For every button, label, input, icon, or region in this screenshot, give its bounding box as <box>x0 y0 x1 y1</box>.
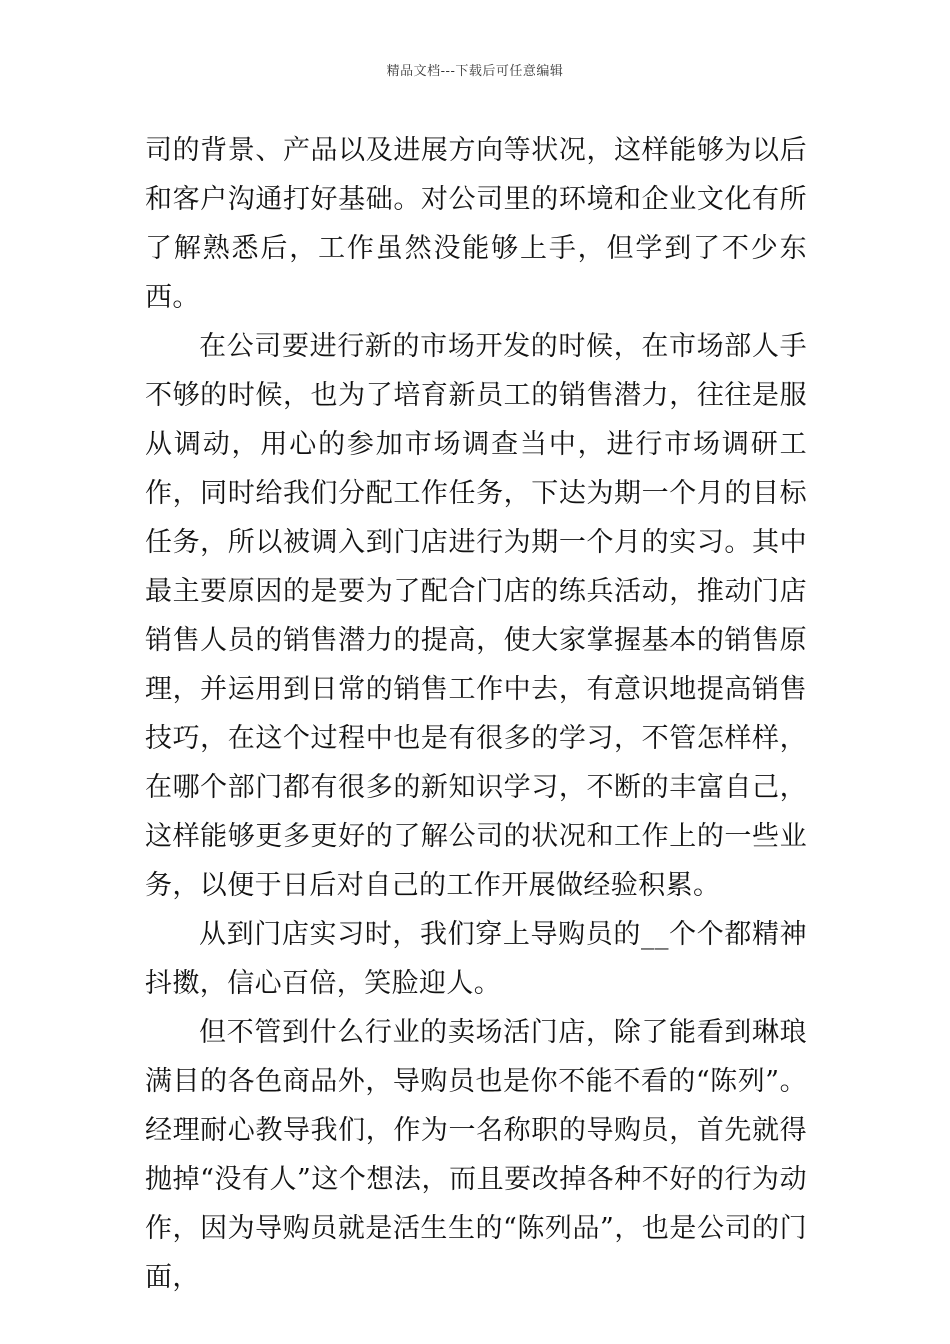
document-body <box>145 126 807 1302</box>
paragraph-store-internship: 从到门店实习时，我们穿上导购员的__个个都精神抖擞，信心百倍，笑脸迎人。 <box>145 919 807 999</box>
page-header: 精品文档---下载后可任意编辑 <box>386 64 564 79</box>
paragraph-market-development: 在公司要进行新的市场开发的时候，在市场部人手不够的时候，也为了培育新员工的销售潜力，往往是服从调动，用心的参加市场调查当中，进行市场调研工作，同时给我们分配工作任务，下达为期一个月的目标任务，所以被调入到门店进行为期一个月的实习。其中最主要原因的是要为了配合门店的练兵活动，推动门店销售人员的销售潜力的提高，使大家掌握基本的销售原理，并运用到日常的销售工作中去，有意识地提高销售技巧，在这个过程中也是有很多的学习，不管怎样样，在哪个部门都有很多的新知识学习，不断的丰富自己，这样能够更多更好的了解公司的状况和工作上的一些业务，以便于日后对自己的工作开展做经验积累。 <box>145 331 807 901</box>
paragraph-shopping-guide: 但不管到什么行业的卖场活门店，除了能看到琳琅满目的各色商品外，导购员也是你不能不看的“陈列”。经理耐心教导我们，作为一名称职的导购员，首先就得抛掉“没有人”这个想法，而且要改掉各种不好的行为动作，因为导购员就是活生生的“陈列品”，也是公司的门面， <box>145 1017 807 1293</box>
paragraph-continued: 司的背景、产品以及进展方向等状况，这样能够为以后和客户沟通打好基础。对公司里的环境和企业文化有所了解熟悉后，工作虽然没能够上手，但学到了不少东西。 <box>145 135 807 313</box>
